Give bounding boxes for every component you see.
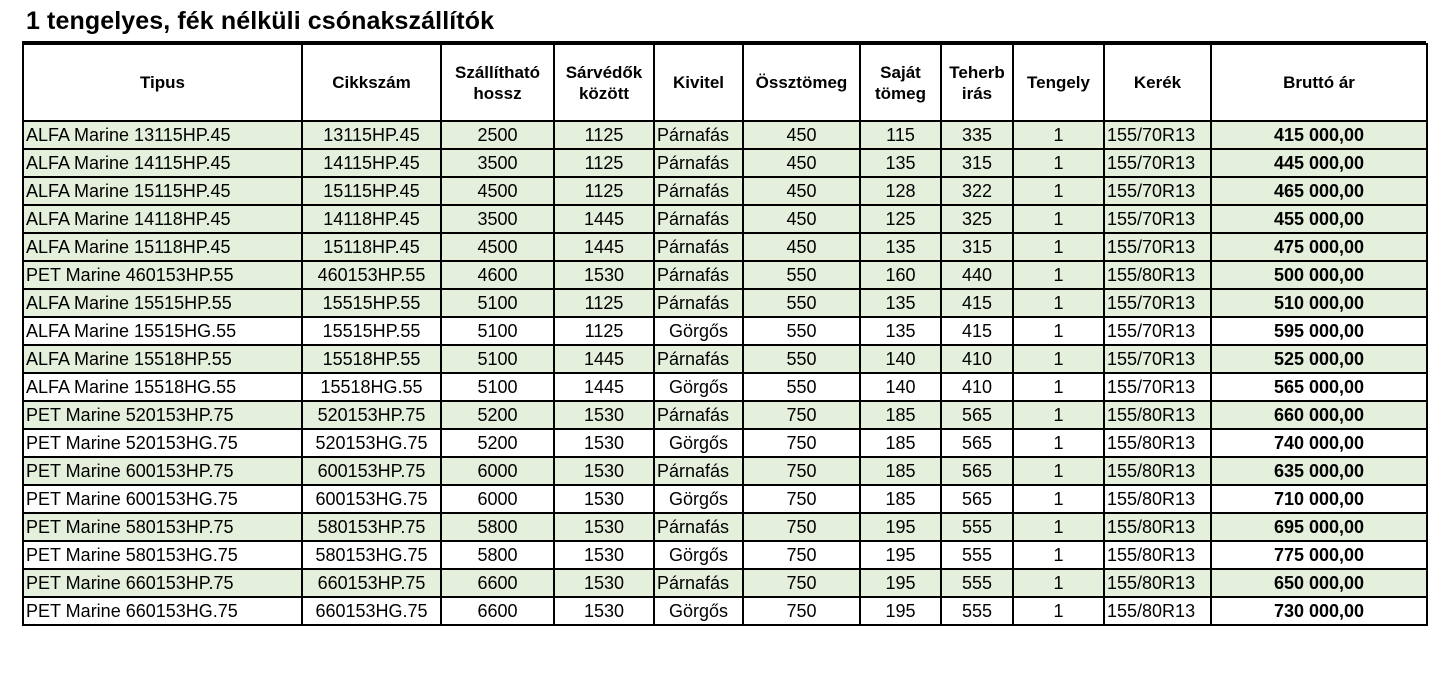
table-row [23, 121, 1427, 149]
cell-brutto-ar: 500 000,00 [1211, 261, 1427, 289]
cell-sarvedok-kozott: 1530 [554, 429, 654, 457]
cell-ossztomeg: 550 [743, 289, 860, 317]
cell-brutto-ar: 710 000,00 [1211, 485, 1427, 513]
cell-tengely: 1 [1013, 373, 1104, 401]
cell-teherbiras: 440 [941, 261, 1013, 289]
cell-cikkszam: 580153HP.75 [302, 513, 441, 541]
header-sajat-line2: tömeg [875, 83, 926, 103]
cell-ossztomeg: 450 [743, 121, 860, 149]
cell-sarvedok-kozott: 1530 [554, 597, 654, 625]
cell-kivitel: Párnafás [654, 289, 743, 317]
cell-kerek: 155/80R13 [1104, 429, 1211, 457]
cell-ossztomeg: 750 [743, 597, 860, 625]
cell-sajat-tomeg: 135 [860, 233, 941, 261]
cell-szallithato-hossz: 3500 [441, 149, 554, 177]
cell-tengely: 1 [1013, 569, 1104, 597]
table-row [23, 261, 1427, 289]
cell-teherbiras: 565 [941, 429, 1013, 457]
cell-cikkszam: 520153HG.75 [302, 429, 441, 457]
cell-tipus: ALFA Marine 15115HP.45 [23, 177, 302, 205]
cell-szallithato-hossz: 5100 [441, 289, 554, 317]
header-brutto-label: Bruttó ár [1283, 73, 1355, 92]
cell-kerek: 155/80R13 [1104, 541, 1211, 569]
cell-tengely: 1 [1013, 121, 1104, 149]
cell-cikkszam: 660153HP.75 [302, 569, 441, 597]
cell-kerek: 155/80R13 [1104, 261, 1211, 289]
cell-sarvedok-kozott: 1530 [554, 401, 654, 429]
header-cikkszam-label: Cikkszám [332, 73, 411, 92]
cell-sajat-tomeg: 195 [860, 513, 941, 541]
cell-teherbiras: 410 [941, 373, 1013, 401]
cell-kivitel: Párnafás [654, 345, 743, 373]
cell-teherbiras: 315 [941, 149, 1013, 177]
cell-tipus: PET Marine 520153HG.75 [23, 429, 302, 457]
cell-tipus: ALFA Marine 15515HP.55 [23, 289, 302, 317]
cell-tipus: PET Marine 580153HP.75 [23, 513, 302, 541]
cell-brutto-ar: 695 000,00 [1211, 513, 1427, 541]
cell-sarvedok-kozott: 1125 [554, 149, 654, 177]
cell-ossztomeg: 550 [743, 317, 860, 345]
header-kerek [1104, 44, 1211, 121]
header-sajat-tomeg [860, 44, 941, 121]
cell-sarvedok-kozott: 1530 [554, 569, 654, 597]
cell-kerek: 155/70R13 [1104, 289, 1211, 317]
cell-sarvedok-kozott: 1530 [554, 261, 654, 289]
cell-kivitel: Görgős [654, 541, 743, 569]
cell-tengely: 1 [1013, 261, 1104, 289]
header-tipus-label: Tipus [139, 73, 186, 92]
header-kerek-label: Kerék [1133, 73, 1182, 92]
cell-tengely: 1 [1013, 513, 1104, 541]
cell-sajat-tomeg: 195 [860, 569, 941, 597]
cell-tipus: PET Marine 600153HG.75 [23, 485, 302, 513]
cell-kerek: 155/80R13 [1104, 485, 1211, 513]
cell-kivitel: Görgős [654, 373, 743, 401]
cell-sarvedok-kozott: 1445 [554, 233, 654, 261]
header-tengely-label: Tengely [1027, 73, 1090, 92]
cell-kivitel: Párnafás [654, 205, 743, 233]
cell-sajat-tomeg: 195 [860, 541, 941, 569]
header-sajat-line1: Saját [880, 62, 921, 82]
cell-teherbiras: 555 [941, 513, 1013, 541]
cell-cikkszam: 14115HP.45 [302, 149, 441, 177]
cell-cikkszam: 15518HG.55 [302, 373, 441, 401]
cell-szallithato-hossz: 6000 [441, 485, 554, 513]
cell-tengely: 1 [1013, 289, 1104, 317]
cell-sajat-tomeg: 185 [860, 401, 941, 429]
cell-tengely: 1 [1013, 205, 1104, 233]
cell-teherbiras: 315 [941, 233, 1013, 261]
cell-cikkszam: 15518HP.55 [302, 345, 441, 373]
cell-cikkszam: 15118HP.45 [302, 233, 441, 261]
cell-brutto-ar: 730 000,00 [1211, 597, 1427, 625]
cell-kerek: 155/70R13 [1104, 149, 1211, 177]
header-kivitel [654, 44, 743, 121]
cell-sajat-tomeg: 185 [860, 485, 941, 513]
cell-sajat-tomeg: 140 [860, 373, 941, 401]
cell-szallithato-hossz: 5100 [441, 317, 554, 345]
table-row [23, 569, 1427, 597]
cell-teherbiras: 565 [941, 401, 1013, 429]
cell-sarvedok-kozott: 1530 [554, 457, 654, 485]
cell-szallithato-hossz: 5100 [441, 373, 554, 401]
cell-tipus: ALFA Marine 14118HP.45 [23, 205, 302, 233]
cell-szallithato-hossz: 5200 [441, 429, 554, 457]
cell-kivitel: Görgős [654, 597, 743, 625]
cell-teherbiras: 565 [941, 485, 1013, 513]
cell-brutto-ar: 525 000,00 [1211, 345, 1427, 373]
cell-sarvedok-kozott: 1125 [554, 177, 654, 205]
table-row [23, 373, 1427, 401]
cell-sajat-tomeg: 125 [860, 205, 941, 233]
cell-kerek: 155/70R13 [1104, 317, 1211, 345]
cell-cikkszam: 13115HP.45 [302, 121, 441, 149]
cell-sajat-tomeg: 135 [860, 149, 941, 177]
cell-tengely: 1 [1013, 485, 1104, 513]
cell-sajat-tomeg: 135 [860, 317, 941, 345]
cell-sarvedok-kozott: 1125 [554, 121, 654, 149]
cell-tengely: 1 [1013, 457, 1104, 485]
header-sarvedok-kozott [554, 44, 654, 121]
table-row [23, 541, 1427, 569]
cell-kivitel: Görgős [654, 485, 743, 513]
cell-tipus: PET Marine 520153HP.75 [23, 401, 302, 429]
header-ossztomeg [743, 44, 860, 121]
header-teherb-line2: irás [961, 83, 993, 103]
cell-ossztomeg: 750 [743, 513, 860, 541]
cell-sarvedok-kozott: 1530 [554, 541, 654, 569]
price-table [22, 43, 1428, 626]
cell-ossztomeg: 750 [743, 569, 860, 597]
cell-sarvedok-kozott: 1445 [554, 205, 654, 233]
cell-tipus: ALFA Marine 15515HG.55 [23, 317, 302, 345]
cell-brutto-ar: 660 000,00 [1211, 401, 1427, 429]
cell-tengely: 1 [1013, 149, 1104, 177]
table-row [23, 345, 1427, 373]
cell-tipus: PET Marine 580153HG.75 [23, 541, 302, 569]
cell-ossztomeg: 750 [743, 401, 860, 429]
cell-brutto-ar: 510 000,00 [1211, 289, 1427, 317]
cell-ossztomeg: 550 [743, 261, 860, 289]
cell-tipus: ALFA Marine 15518HG.55 [23, 373, 302, 401]
cell-kivitel: Párnafás [654, 177, 743, 205]
cell-szallithato-hossz: 2500 [441, 121, 554, 149]
cell-szallithato-hossz: 4600 [441, 261, 554, 289]
table-body [23, 121, 1427, 625]
cell-tengely: 1 [1013, 345, 1104, 373]
table-header [23, 44, 1427, 121]
cell-kerek: 155/70R13 [1104, 177, 1211, 205]
table-row [23, 513, 1427, 541]
cell-sarvedok-kozott: 1530 [554, 485, 654, 513]
cell-sarvedok-kozott: 1125 [554, 317, 654, 345]
cell-brutto-ar: 415 000,00 [1211, 121, 1427, 149]
cell-tipus: PET Marine 660153HG.75 [23, 597, 302, 625]
cell-tipus: PET Marine 600153HP.75 [23, 457, 302, 485]
cell-teherbiras: 335 [941, 121, 1013, 149]
table-row [23, 317, 1427, 345]
cell-kerek: 155/80R13 [1104, 513, 1211, 541]
cell-tengely: 1 [1013, 597, 1104, 625]
cell-szallithato-hossz: 3500 [441, 205, 554, 233]
cell-kerek: 155/70R13 [1104, 121, 1211, 149]
cell-tengely: 1 [1013, 317, 1104, 345]
cell-sajat-tomeg: 135 [860, 289, 941, 317]
cell-tengely: 1 [1013, 429, 1104, 457]
cell-teherbiras: 555 [941, 569, 1013, 597]
cell-kivitel: Párnafás [654, 233, 743, 261]
cell-tengely: 1 [1013, 233, 1104, 261]
cell-teherbiras: 565 [941, 457, 1013, 485]
cell-kerek: 155/80R13 [1104, 457, 1211, 485]
cell-ossztomeg: 450 [743, 233, 860, 261]
cell-szallithato-hossz: 5800 [441, 513, 554, 541]
cell-kerek: 155/80R13 [1104, 401, 1211, 429]
cell-szallithato-hossz: 6000 [441, 457, 554, 485]
cell-kerek: 155/70R13 [1104, 345, 1211, 373]
cell-sarvedok-kozott: 1445 [554, 345, 654, 373]
cell-kivitel: Párnafás [654, 149, 743, 177]
header-szallithato-hossz [441, 44, 554, 121]
cell-cikkszam: 15115HP.45 [302, 177, 441, 205]
table-row [23, 485, 1427, 513]
cell-sarvedok-kozott: 1445 [554, 373, 654, 401]
cell-cikkszam: 15515HP.55 [302, 289, 441, 317]
cell-ossztomeg: 450 [743, 149, 860, 177]
table-row [23, 289, 1427, 317]
header-teherb-line1: Teherb [949, 62, 1005, 82]
cell-ossztomeg: 750 [743, 541, 860, 569]
cell-cikkszam: 600153HG.75 [302, 485, 441, 513]
cell-szallithato-hossz: 6600 [441, 597, 554, 625]
cell-kerek: 155/70R13 [1104, 205, 1211, 233]
table-row [23, 597, 1427, 625]
header-ossztomeg-label: Össztömeg [755, 73, 848, 92]
header-row [23, 44, 1427, 121]
cell-brutto-ar: 595 000,00 [1211, 317, 1427, 345]
header-kivitel-label: Kivitel [672, 73, 725, 92]
cell-cikkszam: 660153HG.75 [302, 597, 441, 625]
cell-kivitel: Párnafás [654, 261, 743, 289]
table-row [23, 177, 1427, 205]
cell-szallithato-hossz: 4500 [441, 177, 554, 205]
cell-kivitel: Párnafás [654, 121, 743, 149]
header-tipus [23, 44, 302, 121]
cell-cikkszam: 580153HG.75 [302, 541, 441, 569]
cell-teherbiras: 322 [941, 177, 1013, 205]
cell-sarvedok-kozott: 1530 [554, 513, 654, 541]
cell-brutto-ar: 445 000,00 [1211, 149, 1427, 177]
header-cikkszam [302, 44, 441, 121]
cell-sajat-tomeg: 185 [860, 429, 941, 457]
cell-tipus: ALFA Marine 14115HP.45 [23, 149, 302, 177]
header-hossz-line1: Szállítható [454, 62, 540, 82]
table-row [23, 233, 1427, 261]
cell-kerek: 155/70R13 [1104, 373, 1211, 401]
table-row [23, 401, 1427, 429]
cell-sajat-tomeg: 160 [860, 261, 941, 289]
cell-kivitel: Párnafás [654, 457, 743, 485]
cell-cikkszam: 14118HP.45 [302, 205, 441, 233]
cell-tipus: ALFA Marine 15118HP.45 [23, 233, 302, 261]
header-sarvedok-line1: Sárvédők [565, 62, 643, 82]
cell-ossztomeg: 550 [743, 345, 860, 373]
cell-teherbiras: 410 [941, 345, 1013, 373]
cell-ossztomeg: 550 [743, 373, 860, 401]
cell-tipus: PET Marine 460153HP.55 [23, 261, 302, 289]
cell-tengely: 1 [1013, 401, 1104, 429]
cell-teherbiras: 555 [941, 597, 1013, 625]
cell-szallithato-hossz: 5800 [441, 541, 554, 569]
cell-sajat-tomeg: 140 [860, 345, 941, 373]
cell-ossztomeg: 750 [743, 457, 860, 485]
cell-cikkszam: 600153HP.75 [302, 457, 441, 485]
cell-sajat-tomeg: 195 [860, 597, 941, 625]
cell-ossztomeg: 450 [743, 177, 860, 205]
header-teherbiras [941, 44, 1013, 121]
cell-kerek: 155/80R13 [1104, 569, 1211, 597]
cell-sarvedok-kozott: 1125 [554, 289, 654, 317]
header-hossz-line2: hossz [473, 83, 522, 103]
cell-tengely: 1 [1013, 177, 1104, 205]
cell-teherbiras: 555 [941, 541, 1013, 569]
cell-brutto-ar: 740 000,00 [1211, 429, 1427, 457]
page-title: 1 tengelyes, fék nélküli csónakszállítók [26, 7, 495, 35]
table-row [23, 205, 1427, 233]
cell-brutto-ar: 775 000,00 [1211, 541, 1427, 569]
cell-sajat-tomeg: 128 [860, 177, 941, 205]
cell-tipus: ALFA Marine 15518HP.55 [23, 345, 302, 373]
cell-teherbiras: 415 [941, 289, 1013, 317]
cell-ossztomeg: 750 [743, 429, 860, 457]
cell-szallithato-hossz: 4500 [441, 233, 554, 261]
cell-brutto-ar: 465 000,00 [1211, 177, 1427, 205]
header-sarvedok-line2: között [578, 83, 630, 103]
cell-cikkszam: 15515HP.55 [302, 317, 441, 345]
cell-sajat-tomeg: 115 [860, 121, 941, 149]
cell-ossztomeg: 750 [743, 485, 860, 513]
cell-cikkszam: 520153HP.75 [302, 401, 441, 429]
cell-kivitel: Párnafás [654, 513, 743, 541]
cell-brutto-ar: 650 000,00 [1211, 569, 1427, 597]
header-brutto-ar [1211, 44, 1427, 121]
cell-tipus: ALFA Marine 13115HP.45 [23, 121, 302, 149]
cell-brutto-ar: 565 000,00 [1211, 373, 1427, 401]
cell-kerek: 155/80R13 [1104, 597, 1211, 625]
cell-teherbiras: 325 [941, 205, 1013, 233]
cell-brutto-ar: 455 000,00 [1211, 205, 1427, 233]
cell-kivitel: Görgős [654, 317, 743, 345]
cell-kivitel: Párnafás [654, 401, 743, 429]
cell-kerek: 155/70R13 [1104, 233, 1211, 261]
header-tengely [1013, 44, 1104, 121]
cell-kivitel: Görgős [654, 429, 743, 457]
cell-szallithato-hossz: 5100 [441, 345, 554, 373]
table-row [23, 149, 1427, 177]
cell-teherbiras: 415 [941, 317, 1013, 345]
cell-szallithato-hossz: 5200 [441, 401, 554, 429]
cell-sajat-tomeg: 185 [860, 457, 941, 485]
cell-brutto-ar: 475 000,00 [1211, 233, 1427, 261]
cell-cikkszam: 460153HP.55 [302, 261, 441, 289]
cell-tipus: PET Marine 660153HP.75 [23, 569, 302, 597]
cell-tengely: 1 [1013, 541, 1104, 569]
cell-brutto-ar: 635 000,00 [1211, 457, 1427, 485]
cell-ossztomeg: 450 [743, 205, 860, 233]
cell-szallithato-hossz: 6600 [441, 569, 554, 597]
cell-kivitel: Párnafás [654, 569, 743, 597]
table-row [23, 457, 1427, 485]
table-row [23, 429, 1427, 457]
